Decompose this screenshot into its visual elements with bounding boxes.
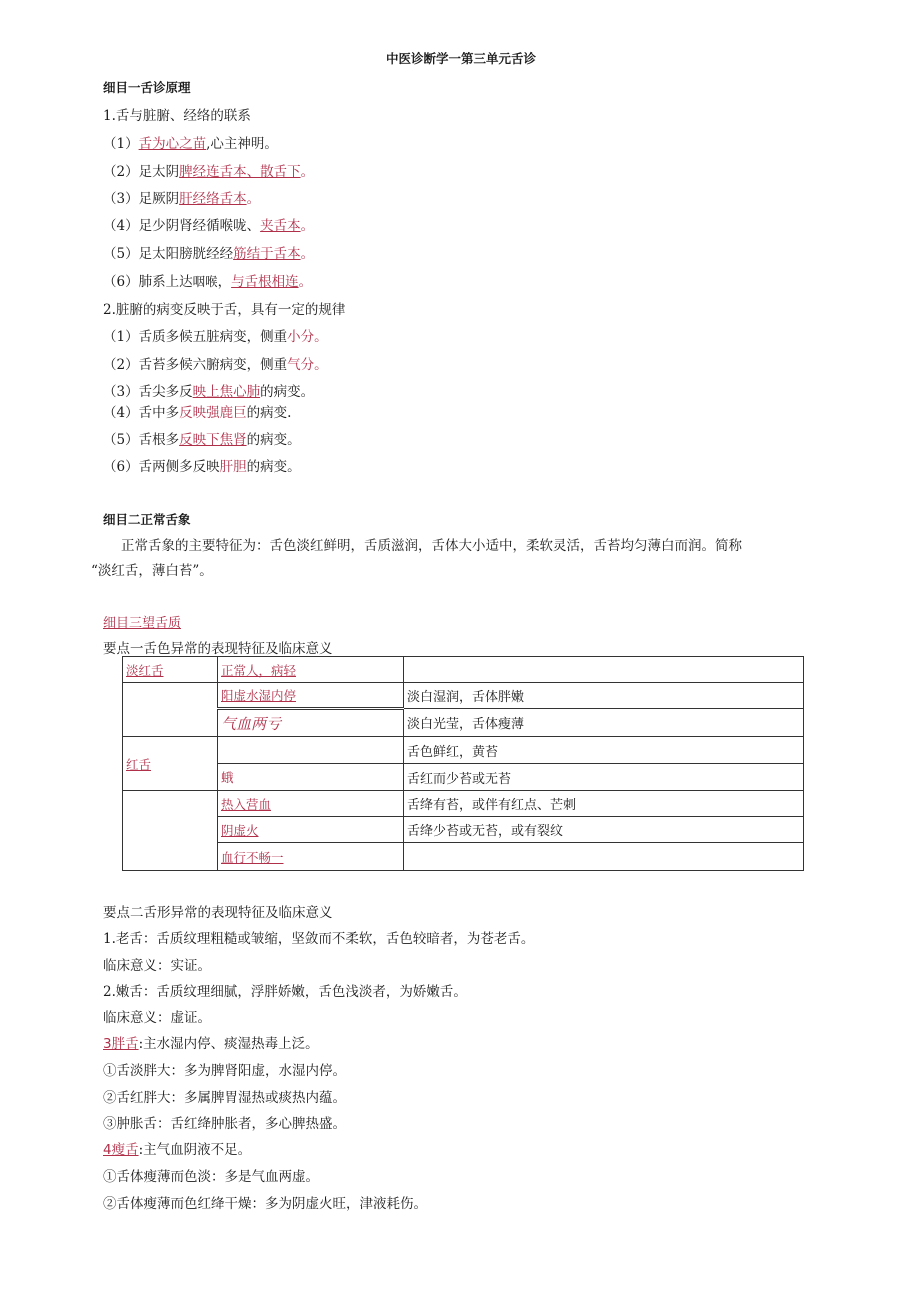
list-item: ①舌体瘦薄而色淡：多是气血两虚。 (103, 1169, 319, 1185)
table-row (123, 657, 804, 683)
list-item: （1）舌为心之苗,心主神明。 (103, 136, 278, 152)
list-item: （2）足太阴脾经连舌本、散舌下。 (103, 164, 315, 180)
table-cell-handwritten: 气血两亏 (218, 709, 404, 737)
table-cell (404, 657, 804, 683)
list-item: （6）肺系上达咽喉，与舌根相连。 (103, 274, 313, 290)
table-cell: 淡红舌 (123, 657, 218, 683)
list-item: （3）舌尖多反映上焦心肺的病变。 (103, 384, 315, 400)
list-item: （5）足太阳膀胱经经筋结于舌本。 (103, 246, 315, 262)
table-row (123, 843, 804, 871)
page-title: 中医诊断学一第三单元舌诊 (386, 51, 537, 66)
table-cell: 红舌 (123, 737, 218, 791)
paragraph-line: 临床意义：虚证。 (103, 1010, 211, 1026)
section1-heading: 细目一舌诊原理 (103, 80, 191, 95)
list-item: （3）足厥阴肝经络舌本。 (103, 191, 261, 207)
list-item: （2）舌苔多候六腑病变，侧重气分。 (103, 357, 328, 373)
section2-heading: 细目二正常舌象 (103, 512, 191, 527)
table-cell: 正常人，病轻 (218, 657, 404, 683)
table-row (123, 791, 804, 817)
list-item: ①舌淡胖大：多为脾肾阳虚，水湿内停。 (103, 1063, 346, 1079)
point2-title: 2.脏腑的病变反映于舌，具有一定的规律 (103, 302, 346, 318)
table-cell: 舌绛有苔，或伴有红点、芒刺 (404, 791, 804, 817)
table-row (123, 817, 804, 843)
table-row (123, 709, 804, 737)
table-cell: 蛾 (218, 764, 404, 791)
table-cell: 舌绛少苔或无苔，或有裂纹 (404, 817, 804, 843)
table-cell: 淡白光莹，舌体瘦薄 (404, 709, 804, 737)
list-item: ②舌红胖大：多属脾胃湿热或痰热内蕴。 (103, 1090, 346, 1106)
table-cell (404, 843, 804, 871)
paragraph-line: 1.老舌：舌质纹理粗糙或皱缩，坚敛而不柔软，舌色较暗者，为苍老舌。 (103, 931, 535, 947)
table-cell: 热入营血 (218, 791, 404, 817)
paragraph-line: 4瘦舌:主气血阴液不足。 (103, 1142, 252, 1158)
list-item: （5）舌根多反映下焦肾的病变。 (103, 432, 301, 448)
list-item: （4）舌中多反映强鹿巨的病变. (103, 405, 292, 421)
paragraph-line: 正常舌象的主要特征为：舌色淡红鲜明，舌质滋润，舌体大小适中，柔软灵活，舌苔均匀薄白而润。简称 (121, 538, 742, 554)
table-cell: 舌色鲜红，黄苔 (404, 737, 804, 764)
list-item: ③肿胀舌：舌红绛肿胀者，多心脾热盛。 (103, 1116, 346, 1132)
paragraph-line: 3胖舌:主水湿内停、痰湿热毒上泛。 (103, 1036, 319, 1052)
list-item: （4）足少阴肾经循喉咙、夹舌本。 (103, 218, 315, 234)
table-cell (123, 683, 218, 737)
list-item: ②舌体瘦薄而色红绛干燥：多为阴虚火旺，津液耗伤。 (103, 1196, 427, 1212)
point1-title: 1.舌与脏腑、经络的联系 (103, 108, 251, 124)
list-item: （6）舌两侧多反映肝胆的病变。 (103, 459, 301, 475)
table-cell (123, 791, 218, 871)
table-cell: 阳虚水湿内停 (218, 683, 404, 709)
table-row (123, 764, 804, 791)
table-row (123, 683, 804, 709)
list-item: （1）舌质多候五脏病变，侧重小分。 (103, 329, 328, 345)
table-row (123, 737, 804, 764)
table-cell (218, 737, 404, 764)
paragraph-line: 2.嫩舌：舌质纹理细腻，浮胖娇嫩，舌色浅淡者，为娇嫩舌。 (103, 984, 467, 1000)
tongue-color-table (122, 656, 804, 871)
table-cell: 阴虚火 (218, 817, 404, 843)
table-cell: 舌红而少苔或无苔 (404, 764, 804, 791)
paragraph-line: 临床意义：实证。 (103, 958, 211, 974)
point-title: 要点一舌色异常的表现特征及临床意义 (103, 641, 333, 657)
section3-heading: 细目三望舌质 (103, 616, 182, 631)
paragraph-line: “淡红舌，薄白苔”。 (91, 563, 213, 579)
point-title: 要点二舌形异常的表现特征及临床意义 (103, 905, 333, 921)
table-cell: 血行不畅一 (218, 843, 404, 871)
table-cell: 淡白湿润，舌体胖嫩 (404, 683, 804, 709)
